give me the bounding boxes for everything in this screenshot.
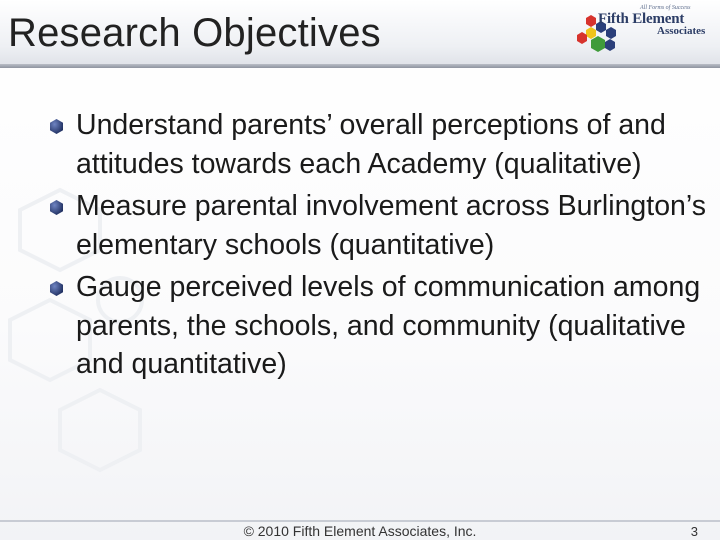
list-item — [46, 187, 706, 264]
bullet-icon — [48, 118, 65, 135]
bullet-icon — [48, 280, 65, 297]
footer-copyright: © 2010 Fifth Element Associates, Inc. — [243, 523, 477, 539]
objective-text: Measure parental involvement across Burlington’s elementary schools (quantitative) — [76, 190, 706, 261]
page-number: 3 — [690, 524, 698, 539]
objective-text: Gauge perceived levels of communication among parents, the schools, and community (qualitative and quantitative) — [76, 271, 701, 380]
objective-text: Understand parents’ overall perceptions of and attitudes towards each Academy (qualitative) — [76, 109, 666, 180]
list-item — [46, 268, 706, 384]
list-item — [46, 106, 706, 183]
logo-tagline: All Forms of Success — [640, 5, 691, 11]
logo-name: Fifth Element — [598, 11, 685, 27]
bullet-icon — [48, 199, 65, 216]
logo-subtitle: Associates — [657, 25, 706, 37]
objectives-list — [46, 106, 706, 388]
footer-divider — [0, 520, 720, 522]
slide-title: Research Objectives — [8, 11, 381, 55]
header-divider — [0, 64, 720, 68]
